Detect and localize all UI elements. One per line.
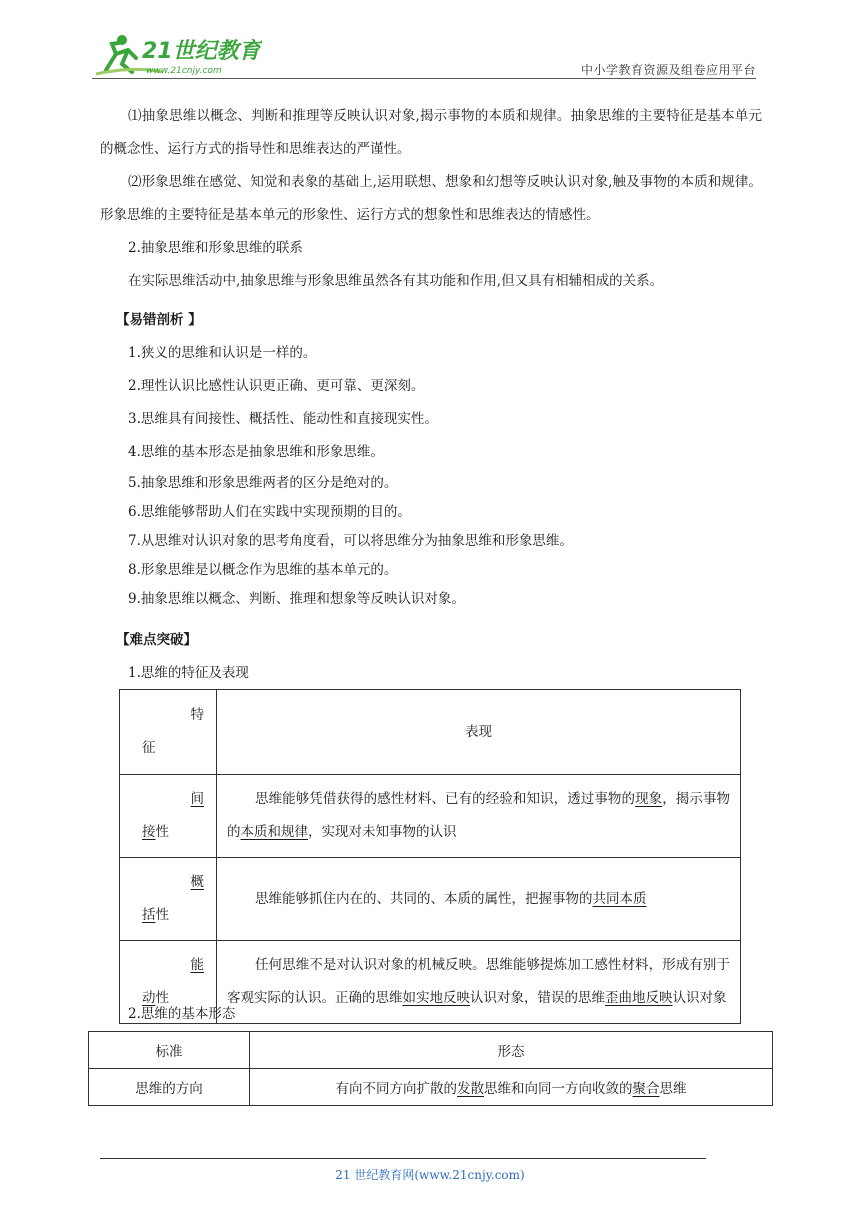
feature-char: 性 [155, 824, 169, 840]
desc-text: 思维能够凭借获得的感性材料、已有的经验和知识，透过事物的 [255, 791, 636, 807]
footer-divider [100, 1158, 706, 1159]
list-item: 8.形象思维是以概念作为思维的基本单元的。 [128, 562, 398, 578]
intro-paragraph-3: 在实际思维活动中,抽象思维与形象思维虽然各有其功能和作用,但又具有相辅相成的关系。 [128, 273, 664, 289]
desc-text: 认识对象，错误的思维 [470, 990, 605, 1006]
footer-link[interactable]: 21 世纪教育网(www.21cnjy.com) [335, 1168, 525, 1182]
feature-char: 动 [142, 990, 156, 1006]
feature-char: 性 [155, 907, 169, 923]
table-header-row [120, 690, 741, 775]
desc-text: 任何思维不是对认识对象的机械反映。思维能够提炼加工感性材料，形成有别于客观实际的认识。正确的思维 [227, 957, 730, 1006]
form-text: 有向不同方向扩散的 [335, 1081, 457, 1097]
description-cell [217, 941, 741, 1024]
section-title-errors: 【易错剖析 】 [116, 312, 202, 328]
underlined-term: 歪曲地反映 [605, 990, 673, 1006]
logo-main-text: 21世纪教育 [142, 39, 261, 64]
document-body [100, 100, 762, 690]
feature-cell [120, 775, 217, 858]
site-logo[interactable] [92, 30, 262, 78]
feature-char: 能 [190, 957, 204, 973]
list-item: 7.从思维对认识对象的思考角度看，可以将思维分为抽象思维和形象思维。 [128, 533, 573, 549]
desc-text: ，揭示事物的 [227, 791, 731, 840]
list-item: 4.思维的基本形态是抽象思维和形象思维。 [128, 444, 384, 460]
site-tagline: 中小学教育资源及组卷应用平台 [580, 63, 756, 77]
error-list [100, 337, 762, 469]
header-cell-desc: 表现 [217, 690, 741, 775]
feature-char: 概 [190, 874, 204, 890]
desc-text: 思维能够抓住内在的、共同的、本质的属性，把握事物的 [255, 890, 593, 907]
table-row [89, 1069, 773, 1106]
underlined-term: 如实地反映 [402, 990, 470, 1006]
features-table [119, 689, 741, 1024]
logo-sub-text: www.21cnjy.com [146, 66, 222, 76]
header-cell-feature [120, 690, 217, 775]
form-text: 思维和向同一方向收敛的 [484, 1081, 633, 1097]
description-cell [217, 775, 741, 858]
feature-char: 间 [190, 791, 204, 807]
runner-logo-icon [92, 30, 262, 78]
list-item: 3.思维具有间接性、概括性、能动性和直接现实性。 [128, 411, 438, 427]
feature-char: 括 [142, 907, 156, 923]
underlined-term: 发散 [457, 1081, 484, 1097]
error-list-continued [100, 469, 762, 614]
header-feature-b: 征 [142, 740, 156, 756]
subheading-relation: 2.抽象思维和形象思维的联系 [128, 240, 303, 256]
intro-paragraph-2: ⑵形象思维在感觉、知觉和表象的基础上,运用联想、想象和幻想等反映认识对象,触及事物的本质和规律。形象思维的主要特征是基本单元的形象性、运行方式的想象性和思维表达的情感性。 [100, 174, 762, 223]
description-cell [217, 858, 741, 941]
list-item: 5.抽象思维和形象思维两者的区分是绝对的。 [128, 475, 398, 491]
feature-cell [120, 858, 217, 941]
underlined-term: 共同本质 [592, 890, 647, 907]
feature-char: 性 [155, 990, 169, 1006]
row-value-cell [250, 1069, 773, 1106]
forms-table [88, 1031, 773, 1106]
desc-text: ，实现对未知事物的认识 [308, 824, 457, 840]
underlined-term: 现象 [635, 791, 663, 807]
intro-paragraph-1: ⑴抽象思维以概念、判断和推理等反映认识对象,揭示事物的本质和规律。抽象思维的主要特征是基本单元的概念性、运行方式的指导性和思维表达的严谨性。 [100, 108, 762, 157]
section-title-difficult: 【难点突破】 [116, 632, 197, 648]
subheading-forms: 2.思维的基本形态 [128, 1006, 236, 1022]
header-feature-a: 特 [190, 707, 204, 723]
subheading-features: 1.思维的特征及表现 [128, 665, 249, 681]
form-text: 思维 [659, 1081, 687, 1097]
header-cell-standard: 标准 [89, 1032, 250, 1069]
header-cell-form: 形态 [250, 1032, 773, 1069]
list-item: 1.狭义的思维和认识是一样的。 [128, 345, 317, 361]
table-row [120, 775, 741, 858]
row-label-cell: 思维的方向 [89, 1069, 250, 1106]
table-header-row [89, 1032, 773, 1069]
list-item: 2.理性认识比感性认识更正确、更可靠、更深刻。 [128, 378, 425, 394]
table-row [120, 858, 741, 941]
feature-char: 接 [142, 824, 156, 840]
header-divider [92, 78, 756, 79]
underlined-term: 本质和规律 [240, 824, 308, 840]
list-item: 6.思维能够帮助人们在实践中实现预期的目的。 [128, 504, 411, 520]
desc-text: 认识对象 [672, 990, 727, 1006]
underlined-term: 聚合 [632, 1081, 660, 1097]
list-item: 9.抽象思维以概念、判断、推理和想象等反映认识对象。 [128, 591, 465, 607]
